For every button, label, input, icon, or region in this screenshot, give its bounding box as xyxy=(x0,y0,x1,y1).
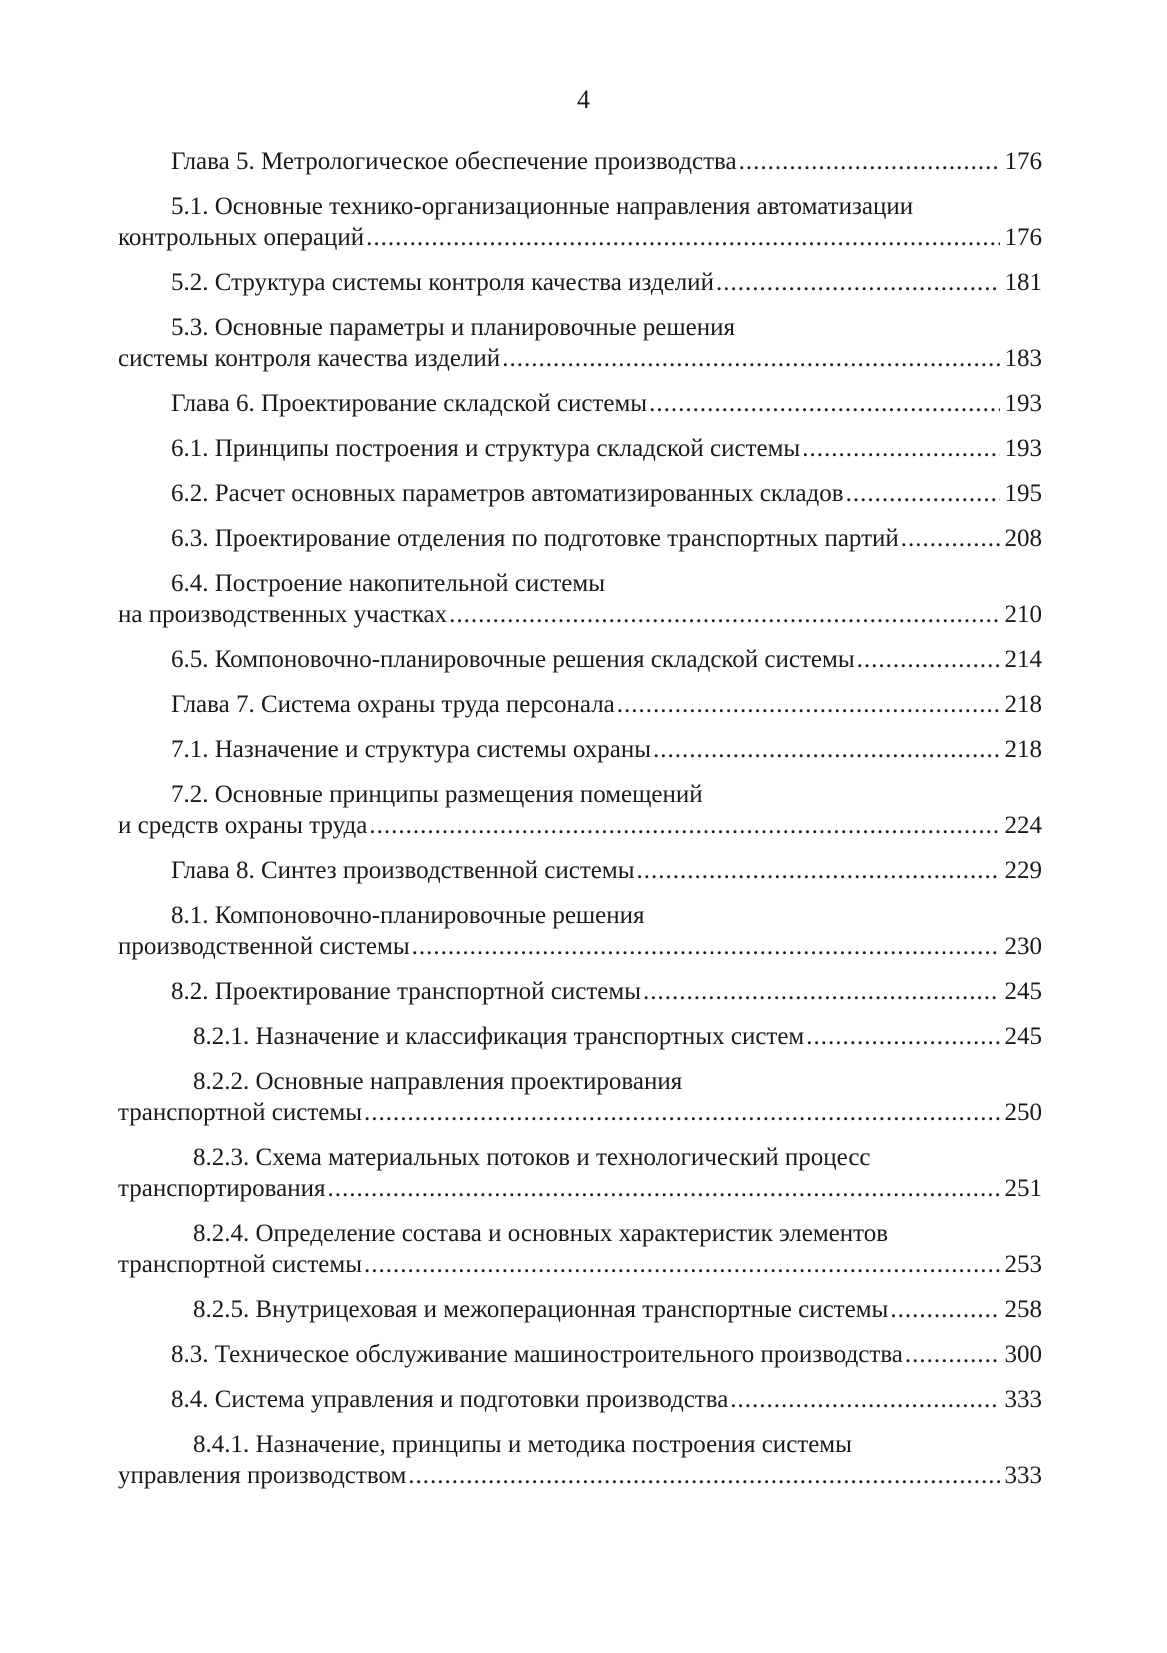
toc-entry-title-line: 8.2.3. Схема материальных потоков и технологический процесс xyxy=(193,1144,871,1171)
toc-entry-title-line: 5.3. Основные параметры и планировочные решения xyxy=(171,314,735,341)
toc-entry xyxy=(118,1066,1042,1128)
toc-entry-row xyxy=(118,343,1042,374)
toc-entry-title-line: на производственных участках xyxy=(118,601,448,628)
toc-entry-row xyxy=(118,478,1042,509)
toc-entry-row xyxy=(118,734,1042,765)
toc-entry-row xyxy=(118,1021,1042,1052)
toc-entry-title-line: 8.4.1. Назначение, принципы и методика построения системы xyxy=(193,1431,852,1458)
dot-leader xyxy=(730,1384,1000,1415)
dot-leader xyxy=(412,931,1000,962)
toc-entry-page: 214 xyxy=(1004,646,1042,673)
toc-entry xyxy=(118,568,1042,630)
toc-entry xyxy=(118,191,1042,253)
toc-entry-row xyxy=(118,1097,1042,1128)
toc-entry-title-line: 7.1. Назначение и структура системы охраны xyxy=(171,736,652,763)
toc-entry-page: 333 xyxy=(1004,1462,1042,1489)
toc-entry xyxy=(118,267,1042,298)
toc-entry-page: 183 xyxy=(1004,345,1042,372)
toc-entry-page: 230 xyxy=(1004,933,1042,960)
toc-entry-page: 195 xyxy=(1004,480,1042,507)
toc-entry-title-line: 5.1. Основные технико-организационные направления автоматизации xyxy=(171,193,914,220)
toc-entry-page: 218 xyxy=(1004,736,1042,763)
toc-entry xyxy=(118,388,1042,419)
toc-entry-title-line: 6.3. Проектирование отделения по подготовке транспортных партий xyxy=(171,525,899,552)
toc-entry xyxy=(118,734,1042,765)
toc-entry-title-line: 8.2.1. Назначение и классификация транспортных систем xyxy=(193,1023,805,1050)
toc-entry xyxy=(118,312,1042,374)
toc-entry-title-line: 6.2. Расчет основных параметров автоматизированных складов xyxy=(171,480,844,507)
toc-entry-row xyxy=(118,222,1042,253)
toc-entry-title-line: Глава 7. Система охраны труда персонала xyxy=(171,691,615,718)
toc-entry-title-line: контрольных операций xyxy=(118,224,365,251)
dot-leader xyxy=(502,343,1000,374)
toc-entry xyxy=(118,478,1042,509)
toc-entry-row xyxy=(118,433,1042,464)
toc-entry-page: 258 xyxy=(1004,1296,1042,1323)
toc-entry-title-line: 8.2. Проектирование транспортной системы xyxy=(171,978,641,1005)
dot-leader xyxy=(364,1097,1000,1128)
toc-entry-page: 245 xyxy=(1004,1023,1042,1050)
toc-entry-page: 193 xyxy=(1004,435,1042,462)
toc-entry-row xyxy=(118,1339,1042,1370)
toc-entry xyxy=(118,1142,1042,1204)
dot-leader xyxy=(716,267,1000,298)
toc-entry xyxy=(118,1294,1042,1325)
toc-entry-row xyxy=(118,1384,1042,1415)
toc-entry-page: 300 xyxy=(1004,1341,1042,1368)
toc-entry-title-line: 8.2.4. Определение состава и основных характеристик элементов xyxy=(193,1220,889,1247)
toc-entry xyxy=(118,1021,1042,1052)
toc-entry-title-line: транспортной системы xyxy=(118,1251,362,1278)
dot-leader xyxy=(846,478,1000,509)
dot-leader xyxy=(643,976,1000,1007)
toc-entry-title-line: 6.1. Принципы построения и структура складской системы xyxy=(171,435,801,462)
toc-entry-title-line: транспортирования xyxy=(118,1175,326,1202)
dot-leader xyxy=(653,734,1000,765)
toc-entry-title-line: 8.2.5. Внутрицеховая и межоперационная транспортные системы xyxy=(193,1296,889,1323)
dot-leader xyxy=(890,1294,1000,1325)
toc-entry-title-line: 6.4. Построение накопительной системы xyxy=(171,570,605,597)
toc-entry-title-line: 6.5. Компоновочно-планировочные решения складской системы xyxy=(171,646,855,673)
toc-entry-row xyxy=(118,267,1042,298)
toc-entry-row xyxy=(118,523,1042,554)
toc-entry-title-line: производственной системы xyxy=(118,933,410,960)
toc-entry xyxy=(118,1339,1042,1370)
toc-entry-row xyxy=(118,1294,1042,1325)
toc-entry-page: 210 xyxy=(1004,601,1042,628)
table-of-contents xyxy=(118,146,1042,1505)
dot-leader xyxy=(802,433,1000,464)
toc-entry xyxy=(118,900,1042,962)
toc-entry-page: 218 xyxy=(1004,691,1042,718)
dot-leader xyxy=(369,810,1000,841)
toc-entry xyxy=(118,1218,1042,1280)
toc-entry-title-line: управления производством xyxy=(118,1462,407,1489)
toc-entry-title-line: 8.2.2. Основные направления проектирования xyxy=(193,1068,683,1095)
dot-leader xyxy=(905,1339,1000,1370)
toc-entry-page: 253 xyxy=(1004,1251,1042,1278)
toc-entry xyxy=(118,779,1042,841)
toc-entry-row xyxy=(118,855,1042,886)
dot-leader xyxy=(637,855,1001,886)
page-number: 4 xyxy=(577,85,590,114)
toc-entry-page: 250 xyxy=(1004,1099,1042,1126)
toc-entry-row xyxy=(118,146,1042,177)
dot-leader xyxy=(649,388,1000,419)
dot-leader xyxy=(901,523,1000,554)
toc-entry-page: 245 xyxy=(1004,978,1042,1005)
toc-entry xyxy=(118,1384,1042,1415)
toc-entry-row xyxy=(118,599,1042,630)
toc-entry-title-line: 7.2. Основные принципы размещения помещений xyxy=(171,781,703,808)
toc-entry-title-line: 8.4. Система управления и подготовки производства xyxy=(171,1386,729,1413)
toc-entry-row xyxy=(118,931,1042,962)
toc-entry-title-line: 5.2. Структура системы контроля качества изделий xyxy=(171,269,714,296)
toc-entry xyxy=(118,1429,1042,1491)
toc-entry xyxy=(118,855,1042,886)
toc-entry xyxy=(118,433,1042,464)
toc-entry xyxy=(118,644,1042,675)
toc-entry xyxy=(118,523,1042,554)
dot-leader xyxy=(806,1021,1000,1052)
toc-entry-page: 208 xyxy=(1004,525,1042,552)
toc-entry-page: 229 xyxy=(1004,857,1042,884)
toc-entry-page: 333 xyxy=(1004,1386,1042,1413)
dot-leader xyxy=(364,1249,1000,1280)
toc-entry-row xyxy=(118,644,1042,675)
toc-entry-row xyxy=(118,976,1042,1007)
toc-entry xyxy=(118,146,1042,177)
toc-entry-title-line: 8.1. Компоновочно-планировочные решения xyxy=(171,902,645,929)
toc-entry-title-line: Глава 8. Синтез производственной системы xyxy=(171,857,635,884)
toc-entry-row xyxy=(118,1460,1042,1491)
dot-leader xyxy=(617,689,1000,720)
dot-leader xyxy=(739,146,1000,177)
toc-entry-row xyxy=(118,1249,1042,1280)
toc-entry-title-line: и средств охраны труда xyxy=(118,812,368,839)
dot-leader xyxy=(408,1460,1000,1491)
toc-entry xyxy=(118,689,1042,720)
toc-entry-row xyxy=(118,810,1042,841)
toc-entry-page: 193 xyxy=(1004,390,1042,417)
toc-entry-row xyxy=(118,388,1042,419)
dot-leader xyxy=(857,644,1000,675)
toc-entry-title-line: 8.3. Техническое обслуживание машиностроительного производства xyxy=(171,1341,903,1368)
toc-entry-row xyxy=(118,1173,1042,1204)
toc-entry-title-line: Глава 6. Проектирование складской системы xyxy=(171,390,648,417)
toc-entry-page: 181 xyxy=(1004,269,1042,296)
toc-entry-page: 176 xyxy=(1004,224,1042,251)
dot-leader xyxy=(366,222,1000,253)
toc-entry xyxy=(118,976,1042,1007)
toc-entry-page: 251 xyxy=(1004,1175,1042,1202)
dot-leader xyxy=(327,1173,1000,1204)
dot-leader xyxy=(449,599,1000,630)
toc-entry-title-line: Глава 5. Метрологическое обеспечение производства xyxy=(171,148,737,175)
toc-entry-title-line: транспортной системы xyxy=(118,1099,362,1126)
toc-entry-page: 176 xyxy=(1004,148,1042,175)
toc-entry-row xyxy=(118,689,1042,720)
toc-entry-title-line: системы контроля качества изделий xyxy=(118,345,501,372)
toc-entry-page: 224 xyxy=(1004,812,1042,839)
